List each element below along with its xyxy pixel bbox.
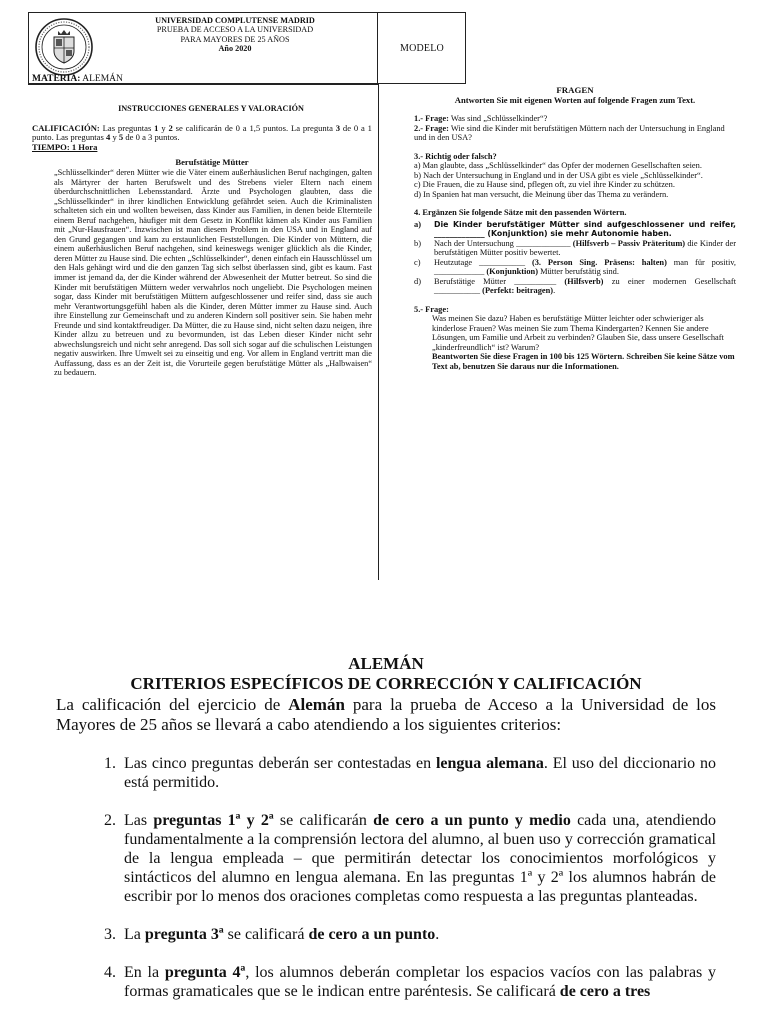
item-hint: (Hilfsverb) [564,276,604,286]
item-part: Die Kinder berufstätiger Mütter sind aufgeschlossener und reifer, [434,219,736,229]
right-column [414,86,736,371]
question-5-text: Was meinen Sie dazu? Haben es berufstätige Mütter leichter oder schwieriger als kinderlose Frauen? Was meinen Sie zum Thema Kindergarten? Kennen Sie andere Lösungen, um Familie und Arbeit zu verbinden? Glauben Sie, dass unsere Gesellschaft „kinderfreundlich“ ist? Warum? [432,314,724,352]
fragen-subtitle: Antworten Sie mit eigenen Worten auf folgende Fragen zum Text. [454,94,696,105]
criterion-part: , los alumnos deberán completar los espacios vacíos con las palabras y formas gramaticales que se le indican entre paréntesis. Se calificará [124,964,717,1000]
calif-num: 2 [168,122,173,133]
question-1 [414,114,736,124]
statement-a: a) Man glaubte, dass „Schlüsselkinder“ das Opfer der modernen Gesellschaften seien. [414,161,702,170]
item-part: (Konjunktion) sie mehr Autonomie haben. [487,229,672,238]
fill-item-c [414,258,736,277]
fill-in-list [414,220,736,296]
criterion-4 [56,963,716,1001]
criterion-bold: pregunta 4ª [164,964,246,981]
criterion-part: se calificará [227,926,305,943]
question-3-title: 3.- Richtig oder falsch? [414,151,497,161]
item-part: Heutzutage [434,257,473,267]
fill-item-d [414,277,736,296]
criterion-part: cada una, atendiendo fundamentalmente a la comprensión lectora del alumno, al buen uso y corrección gramatical de la lengua empleada – que permitirán detectar los conocimientos morfológicos y sintácticos del alumno en lengua alemana. En las preguntas 1ª y 2ª los alumnos habrán de escribir por lo menos dos oraciones completas como respuesta a las preguntas planteadas. [124,812,717,905]
question-label: 1.- Frage: [414,114,449,123]
question-3 [414,152,736,200]
tiempo: TIEMPO: 1 Hora [32,141,98,152]
materia-label: MATERIA: [32,74,81,84]
question-4-title: 4. Ergänzen Sie folgende Sätze mit den passenden Wörtern. [414,208,627,217]
blank: _____________ [434,229,485,238]
criteria-section [56,654,716,1020]
item-text [434,277,736,296]
calif-num: 3 [335,122,341,133]
question-5-instructions: Beantworten Sie diese Fragen in 100 bis 125 Wörtern. Schreiben Sie keine Sätze vom Text ab, benutzen Sie daraus nur die Informationen. [432,352,735,371]
item-text [434,258,736,277]
item-part: man für positiv, [673,257,737,267]
criterion-text [124,811,716,906]
header-line-2: PRUEBA DE ACCESO A LA UNIVERSIDAD [156,25,314,35]
criterion-number: 3. [104,926,116,943]
item-part: die Kinder der berufstätigen Mütter positiv bewertet. [434,238,737,257]
criteria-title: ALEMÁN [348,654,424,673]
criterion-part: La [124,926,141,943]
intro-part: La calificación del ejercicio de [56,695,281,714]
criterion-1 [56,754,716,792]
calif-num: 4 [106,132,111,143]
question-text: Wie sind die Kinder mit berufstätigen Müttern nach der Untersuchung in England und in den USA? [414,123,725,142]
criterion-part: En la [124,964,160,981]
calif-part: de 0 a 3 puntos. [125,132,180,143]
university-name: UNIVERSIDAD COMPLUTENSE MADRID [155,16,315,25]
question-5-body [432,314,736,371]
criterion-bold: lengua alemana [435,755,544,772]
calif-num: 1 [154,122,159,133]
header-line-3: PARA MAYORES DE 25 AÑOS [180,34,290,44]
calif-part: y [112,132,117,143]
instructions-title: INSTRUCCIONES GENERALES Y VALORACIÓN [118,104,304,113]
item-hint: (Perfekt: beitragen) [482,286,554,295]
calif-num: 5 [118,132,124,143]
statement-d: d) In Spanien hat man versucht, die Meinung über das Thema zu verändern. [414,189,669,199]
reading-text: „Schlüsselkinder“ deren Mütter wie die Väter einem außerhäuslichen Beruf nachgingen, galten als Märtyrer der harten Berufswelt und des Strebens vieler Eltern nach einem überdurchschnittlichen Lebensstandard. Ärzte und Psychologen glaubten, dass die „Schlüsselkinder“ in ihrer kindlichen Entwicklung gefährdet seien. Auch die Kriminalisten schalteten sich ein und wollten beweisen, dass Kinder aus Familien, in denen beide Elternteile einem Beruf nachgehen, häufiger mit dem Gesetz in Konflikt kämen als Kinder aus Familien mit „Nur-Hausfrauen“. Inzwischen ist man diesem Problem in den USA und in England auf den Grund gegangen und kam zu erstaunlichen Feststellungen. Die Kinder von Müttern, die einem außerhäuslichen Beruf nachgehen, sind keineswegs weniger glücklich als die Kinder, deren Mütter zu Hause sind. Die echten „Schlüsselkinder“, denen einfach ein Hausschlüssel um den Hals gehängt wird und die den ganzen Tag sich selbst überlassen sind, gibt es kaum. Fast immer ist jemand da, der die Kinder während der Abwesenheit der Mutter betreut. So sind die Kinder mit berufstätigen Müttern weder verwahrlos noch ungeliebt. Die Psychologen meinen sogar, dass Kinder mit berufstätigen Müttern aufgeschlossener und reifer sind, dass sie auch mehr Verantwortungsgefühl haben als die Kinder, deren Mütter immer zu Hause sind. Auch ihre Einstellung zur Gemeinschaft und zu anderen Kindern soll positiver sein. Sie haben mehr Freunde und sind kontaktfreudiger. Da Mütter, die zu Hause sind, nicht selten dazu neigen, ihre Kinder allzu zu betreuen und zu bevormunden, ist das Leben dieser Kinder nicht sehr abwechslungsreich und nicht sehr anregend. Das soll sich sogar auf die schulischen Leistungen negativ auswirken. Ihre Umwelt sei zu einseitig und eng. Vor allem in England vertritt man die Auffassung, dass es an der Zeit ist, die Vorurteile gegen berufstätige Mütter als „Halbwaisen“ zu bedauern. [54,167,372,378]
calif-part: se calificarán de 0 a 1,5 puntos. La pregunta [175,122,333,133]
criterion-text [124,963,716,1001]
criterion-bold: de cero a un punto [308,926,436,943]
intro-bold: Alemán [288,695,345,714]
criterion-part: Las cinco preguntas deberán ser contestadas en [124,755,432,772]
criteria-intro [56,695,716,734]
item-text [434,239,736,258]
criterion-text [124,754,716,792]
item-part: Berufstätige Mütter [434,276,506,286]
calif-part: Las preguntas [102,122,152,133]
criterion-number: 4. [104,964,116,981]
text-title: Berufstätige Mütter [175,157,249,168]
exam-year: Año 2020 [218,43,252,53]
blank: _____________ [516,238,571,248]
blank: ___________ [434,286,481,295]
question-text: Was sind „Schlüsselkinder“? [450,114,548,123]
calificacion-text [32,124,372,143]
item-hint: (Konjunktion) [486,267,539,276]
header-text [100,16,370,53]
fill-item-b [414,239,736,258]
criterion-number: 2. [104,812,116,829]
modelo-label: MODELO [377,12,466,84]
criteria-subtitle: CRITERIOS ESPECÍFICOS DE CORRECCIÓN Y CALIFICACIÓN [130,674,642,693]
criterion-text [124,925,716,944]
fill-item-a [414,220,736,239]
questions-1-2 [414,114,736,143]
calif-label: CALIFICACIÓN: [32,122,100,133]
statement-b: b) Nach der Untersuchung in England und in der USA gibt es viele „Schlüsselkinder“. [414,170,703,180]
item-text [434,220,736,239]
intro-part: para la prueba de Acceso a la Universidad de los Mayores de 25 años se llevará a cabo atendiendo a los siguientes criterios: [56,695,717,734]
item-marker: b) [414,238,421,248]
blank: ___________ [479,257,526,267]
question-5 [414,305,736,372]
criterion-bold: pregunta 3ª [144,926,224,943]
criterion-2 [56,811,716,906]
statement-c: c) Die Frauen, die zu Hause sind, pflegen oft, zu viel ihre Kinder zu schützen. [414,180,675,189]
fragen-title: FRAGEN [556,85,594,95]
column-divider [378,84,379,580]
criterion-part: . [435,926,440,943]
criterion-bold: preguntas 1ª y 2ª [153,812,274,829]
calif-part: y [161,122,166,133]
item-part: Nach der Untersuchung [434,238,514,248]
item-marker: d) [414,276,421,286]
materia-value: ALEMÁN [82,74,123,84]
item-hint: (Hilfsverb – Passiv Präteritum) [572,238,686,248]
criterion-3 [56,925,716,944]
item-part: zu einer modernen Gesellschaft [611,276,737,286]
criteria-list [56,754,716,1001]
question-2 [414,124,736,143]
criterion-bold: de cero a tres [559,983,651,1000]
criterion-part: . El uso del diccionario no está permitido. [124,755,717,791]
item-hint: (3. Person Sing. Präsens: halten) [531,257,667,267]
blank: __________ [514,276,557,286]
question-4 [414,208,736,296]
header-divider [28,84,378,85]
criterion-bold: de cero a un punto y medio [373,812,571,829]
item-marker: c) [414,257,421,267]
blank: ____________ [434,267,485,276]
item-part: . [553,286,556,295]
left-column [32,104,372,378]
item-marker: a) [414,219,421,229]
materia [32,74,123,84]
criterion-part: Las [124,812,148,829]
university-seal-icon [34,17,94,77]
criterion-part: se calificarán [279,812,367,829]
calif-part: de 0 a 1 punto. Las preguntas [32,122,372,143]
question-label: 2.- Frage: [414,123,449,133]
item-part: Mütter berufstätig sind. [540,267,619,276]
question-5-title: 5.- Frage: [414,304,449,314]
criterion-number: 1. [104,755,116,772]
